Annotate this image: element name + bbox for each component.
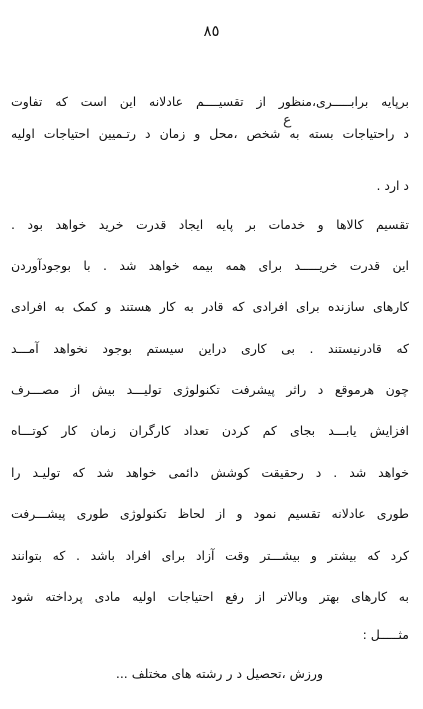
- handwritten-mark: ع: [283, 112, 292, 128]
- text-line-6: کارهای سازنده برای افرادی که قادر به کار هستند و کمک به افرادی: [11, 299, 409, 314]
- text-line-11: طوری عادلانه تقسیم نمود و از لحاظ تکنولوژی طوری پیشـــرفت: [11, 506, 409, 521]
- text-line-9: افزایش یابـــد بجای کم کردن تعداد کارگران زمان کار کوتـــاه: [11, 423, 409, 438]
- text-line-4: تقسیم کالاها و خدمات بر پایه ایجاد قدرت خرید خواهد بود .: [11, 217, 409, 232]
- text-line-14: مثـــــل :: [362, 627, 409, 642]
- text-line-7: که قادرنیستند . بی کاری دراین سیستم بوجود نخواهد آمـــد: [11, 341, 409, 356]
- text-line-3: د ارد .: [376, 178, 409, 193]
- text-line-2: د راحتیاجات بسته به شخص ،محل و زمان د رتـمیین احتیاجات اولیه: [11, 126, 409, 141]
- text-line-1: برپایه برابـــــری،منظور از تقسیــــم عادلانه این است که تفاوت: [11, 94, 409, 109]
- text-line-15: ورزش ،تحصیل د ر رشته های مختلف ...: [115, 666, 323, 681]
- text-line-13: به کارهای بهتر وبالاتر از رفع احتیاجات اولیه مادی پرداخته شود: [11, 589, 409, 604]
- text-line-12: کرد که بیشتر و بیشـــتر وقت آزاد برای افراد باشد . که بتوانند: [11, 548, 409, 563]
- text-line-5: این قدرت خریـــــد برای همه بیمه خواهد شد . با بوجودآوردن: [11, 258, 409, 273]
- text-line-10: خواهد شد . د رحقیقت کوشش دائمی خواهد شد که تولیـد را: [11, 465, 409, 480]
- page-number: ٨٥: [203, 22, 220, 40]
- text-line-8: چون هرموقع د راثر پیشرفت تکنولوژی تولیـــد بیش از مصـــرف: [11, 382, 409, 397]
